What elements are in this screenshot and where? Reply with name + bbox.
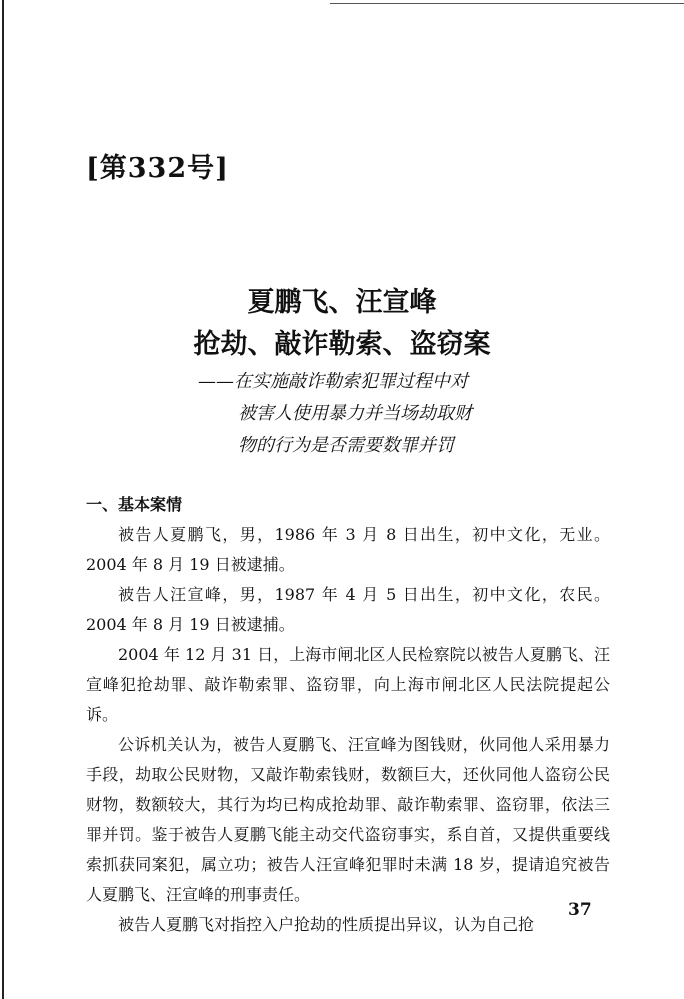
subtitle-line: 被害人使用暴力并当场劫取财 <box>238 403 472 424</box>
page-edge-left <box>2 0 4 999</box>
title-line-charges: 抢劫、敲诈勒索、盗窃案 <box>193 329 491 360</box>
page-edge-top <box>330 3 684 4</box>
subtitle-block <box>198 366 558 462</box>
case-number: [第332号] <box>86 153 229 184</box>
body-text <box>86 490 610 940</box>
section-heading: 一、基本案情 <box>86 495 183 514</box>
paragraph: 被告人夏鹏飞对指控入户抢劫的性质提出异议，认为自己抢 <box>118 915 535 934</box>
title-line-defendants: 夏鹏飞、汪宣峰 <box>247 287 437 318</box>
page-number: 37 <box>568 900 592 920</box>
paragraph: 公诉机关认为，被告人夏鹏飞、汪宣峰为图钱财，伙同他人采用暴力手段，劫取公民财物，又敲诈勒索钱财，数额巨大，还伙同他人盗窃公民财物，数额较大，其行为均已构成抢劫罪、敲诈勒索罪、盗窃罪，依法三罪并罚。鉴于被告人夏鹏飞能主动交代盗窃事实，系自首，又提供重要线索抓获同案犯，属立功；被告人汪宣峰犯罪时未满 18 岁，提请追究被告人夏鹏飞、汪宣峰的刑事责任。 <box>86 735 610 904</box>
paragraph: 2004 年 12 月 31 日，上海市闸北区人民检察院以被告人夏鹏飞、汪宣峰犯抢劫罪、敲诈勒索罪、盗窃罪，向上海市闸北区人民法院提起公诉。 <box>86 645 610 724</box>
subtitle-line: 物的行为是否需要数罪并罚 <box>238 435 454 456</box>
paragraph: 被告人夏鹏飞，男，1986 年 3 月 8 日出生，初中文化，无业。2004 年 8 月 19 日被逮捕。 <box>86 525 610 574</box>
title-block <box>0 282 684 366</box>
paragraph: 被告人汪宣峰，男，1987 年 4 月 5 日出生，初中文化，农民。2004 年 8 月 19 日被逮捕。 <box>86 585 610 634</box>
subtitle-line: ——在实施敲诈勒索犯罪过程中对 <box>198 371 468 392</box>
